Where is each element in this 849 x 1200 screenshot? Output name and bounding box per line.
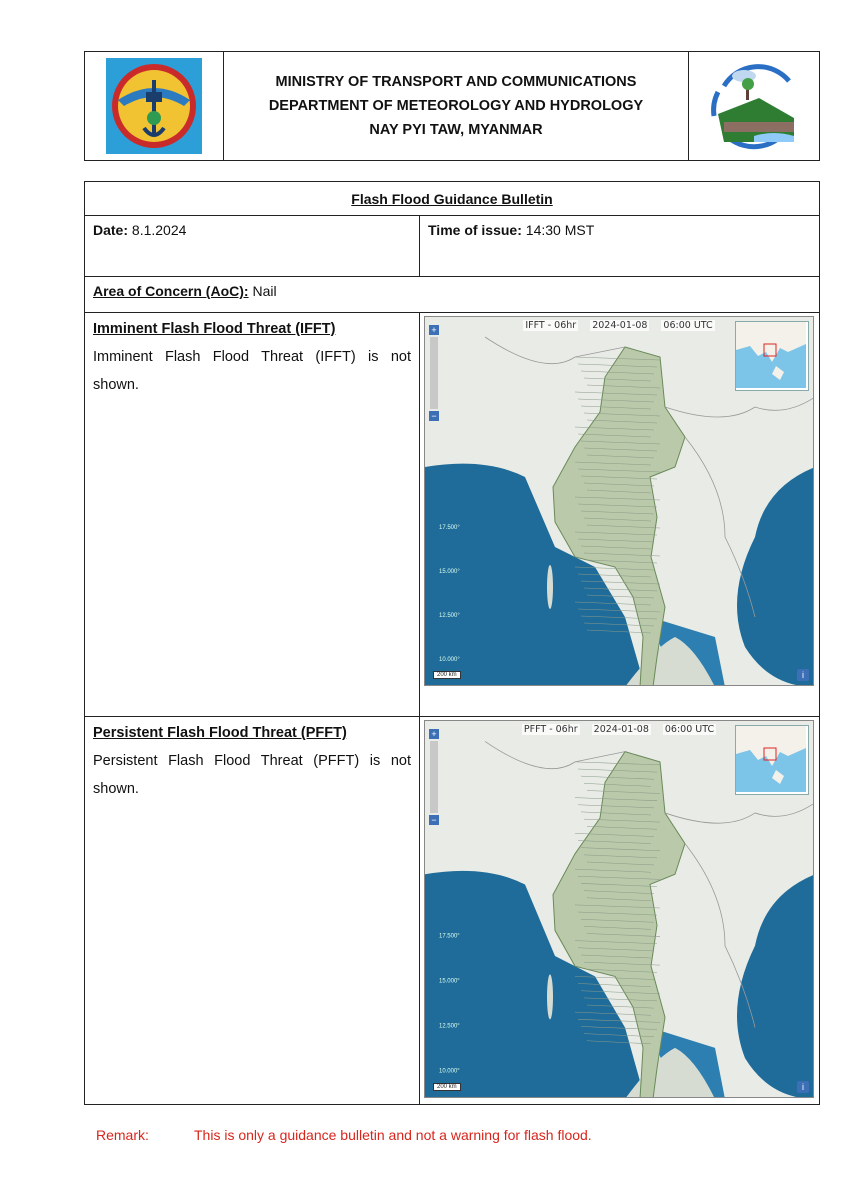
time-value: 14:30 MST [521,222,595,238]
date-label: Date: [93,222,129,238]
pfft-heading: Persistent Flash Flood Threat (PFFT) [93,725,347,741]
date-cell [85,216,420,277]
pfft-map[interactable] [424,720,814,1098]
bulletin-title: Flash Flood Guidance Bulletin [85,182,820,216]
hydrological-cycle-icon [704,56,804,156]
zoom-in-button[interactable]: + [429,325,439,335]
department-name: DEPARTMENT OF METEOROLOGY AND HYDROLOGY [268,98,644,114]
pfft-scale-bar: 200 km [433,1083,461,1091]
header-box [84,51,820,161]
ifft-zoom-control [429,325,439,423]
header-title [224,52,688,160]
bulletin-table [84,181,820,1105]
zoom-slider[interactable] [430,741,438,813]
zoom-out-button[interactable]: − [429,411,439,421]
time-cell [420,216,820,277]
latitude-label: 10.000° [439,1068,460,1075]
pfft-map-product: PFFT - 06hr [523,724,578,735]
latitude-label: 10.000° [439,657,460,663]
ifft-map-date: 2024-01-08 [592,320,648,331]
right-logo-cell [688,52,819,160]
location-name: NAY PYI TAW, MYANMAR [369,122,543,138]
ifft-overview-inset[interactable] [735,321,809,391]
pfft-map-date: 2024-01-08 [593,724,649,735]
remark-label: Remark: [96,1127,149,1143]
left-logo-cell [85,52,224,160]
ifft-map[interactable] [424,316,814,686]
pfft-body: Persistent Flash Flood Threat (PFFT) is not shown. [93,753,411,797]
info-icon[interactable]: i [797,669,809,681]
ifft-map-product: IFFT - 06hr [525,320,577,331]
latitude-label: 15.000° [439,569,460,575]
latitude-label: 17.500° [439,933,460,940]
ifft-heading: Imminent Flash Flood Threat (IFFT) [93,321,336,337]
ifft-scale-bar: 200 km [433,671,461,679]
pfft-map-cell [420,717,820,1105]
aoc-cell [85,277,820,313]
time-label: Time of issue: [428,222,522,238]
latitude-label: 17.500° [439,525,460,531]
zoom-slider[interactable] [430,337,438,409]
pfft-map-time: 06:00 UTC [664,724,715,735]
latitude-label: 12.500° [439,1023,460,1030]
pfft-overview-inset[interactable] [735,725,809,795]
ministry-name: MINISTRY OF TRANSPORT AND COMMUNICATIONS [275,74,637,90]
zoom-out-button[interactable]: − [429,815,439,825]
date-value: 8.1.2024 [128,222,187,238]
ifft-map-time: 06:00 UTC [663,320,713,331]
latitude-label: 15.000° [439,978,460,985]
ifft-text-cell [85,313,420,717]
remark-text: This is only a guidance bulletin and not a warning for flash flood. [194,1127,592,1143]
pfft-zoom-control [429,729,439,827]
ifft-body: Imminent Flash Flood Threat (IFFT) is not shown. [93,349,411,393]
ministry-emblem-icon [104,56,204,156]
ifft-map-cell [420,313,820,717]
aoc-label: Area of Concern (AoC): [93,283,249,299]
zoom-in-button[interactable]: + [429,729,439,739]
pfft-text-cell [85,717,420,1105]
info-icon[interactable]: i [797,1081,809,1093]
latitude-label: 12.500° [439,613,460,619]
aoc-value: Nail [248,283,277,299]
remark [96,1127,592,1143]
